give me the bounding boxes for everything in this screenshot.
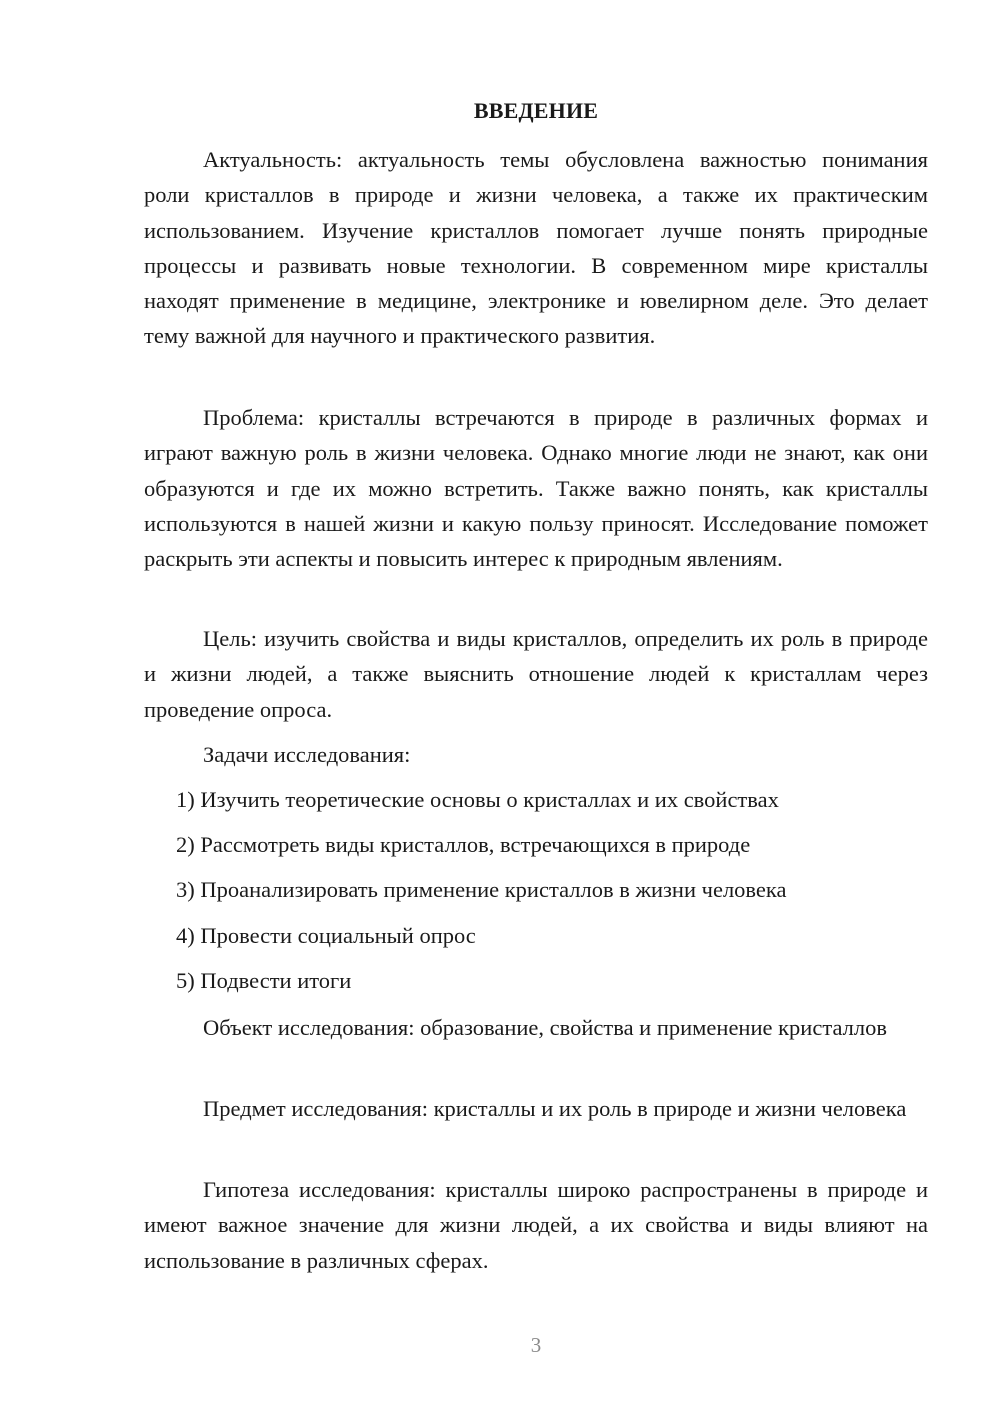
goal-paragraph: Цель: изучить свойства и виды кристаллов, определить их роль в природе и жизни людей, а также выяснить отношение людей к кристаллам через проведение опроса.: [144, 626, 928, 722]
object-paragraph: Объект исследования: образование, свойства и применение кристаллов: [203, 1015, 887, 1040]
task-item: 1) Изучить теоретические основы о кристаллах и их свойствах: [176, 787, 779, 812]
page-title: ВВЕДЕНИЕ: [473, 98, 599, 123]
task-item: 5) Подвести итоги: [176, 968, 352, 993]
tasks-label: Задачи исследования:: [203, 742, 411, 767]
relevance-paragraph: Актуальность: актуальность темы обусловлена важностью понимания роли кристаллов в природе и жизни человека, а также их практическим использованием. Изучение кристаллов помогает лучше понять природные процессы и развивать новые технологии. В современном мире кристаллы находят применение в медицине, электронике и ювелирном деле. Это делает тему важной для научного и практического развития.: [144, 147, 928, 349]
task-item: 2) Рассмотреть виды кристаллов, встречающихся в природе: [176, 832, 751, 857]
subject-paragraph: Предмет исследования: кристаллы и их роль в природе и жизни человека: [203, 1096, 907, 1121]
hypothesis-paragraph: Гипотеза исследования: кристаллы широко распространены в природе и имеют важное значение для жизни людей, а их свойства и виды влияют на использование в различных сферах.: [144, 1177, 928, 1273]
problem-paragraph: Проблема: кристаллы встречаются в природе в различных формах и играют важную роль в жизни человека. Однако многие люди не знают, как они образуются и где их можно встретить. Также важно понять, как кристаллы используются в нашей жизни и какую пользу приносят. Исследование поможет раскрыть эти аспекты и повысить интерес к природным явлениям.: [144, 405, 928, 572]
task-item: 3) Проанализировать применение кристаллов в жизни человека: [176, 877, 787, 902]
task-item: 4) Провести социальный опрос: [176, 923, 476, 948]
page-number: 3: [530, 1333, 542, 1357]
